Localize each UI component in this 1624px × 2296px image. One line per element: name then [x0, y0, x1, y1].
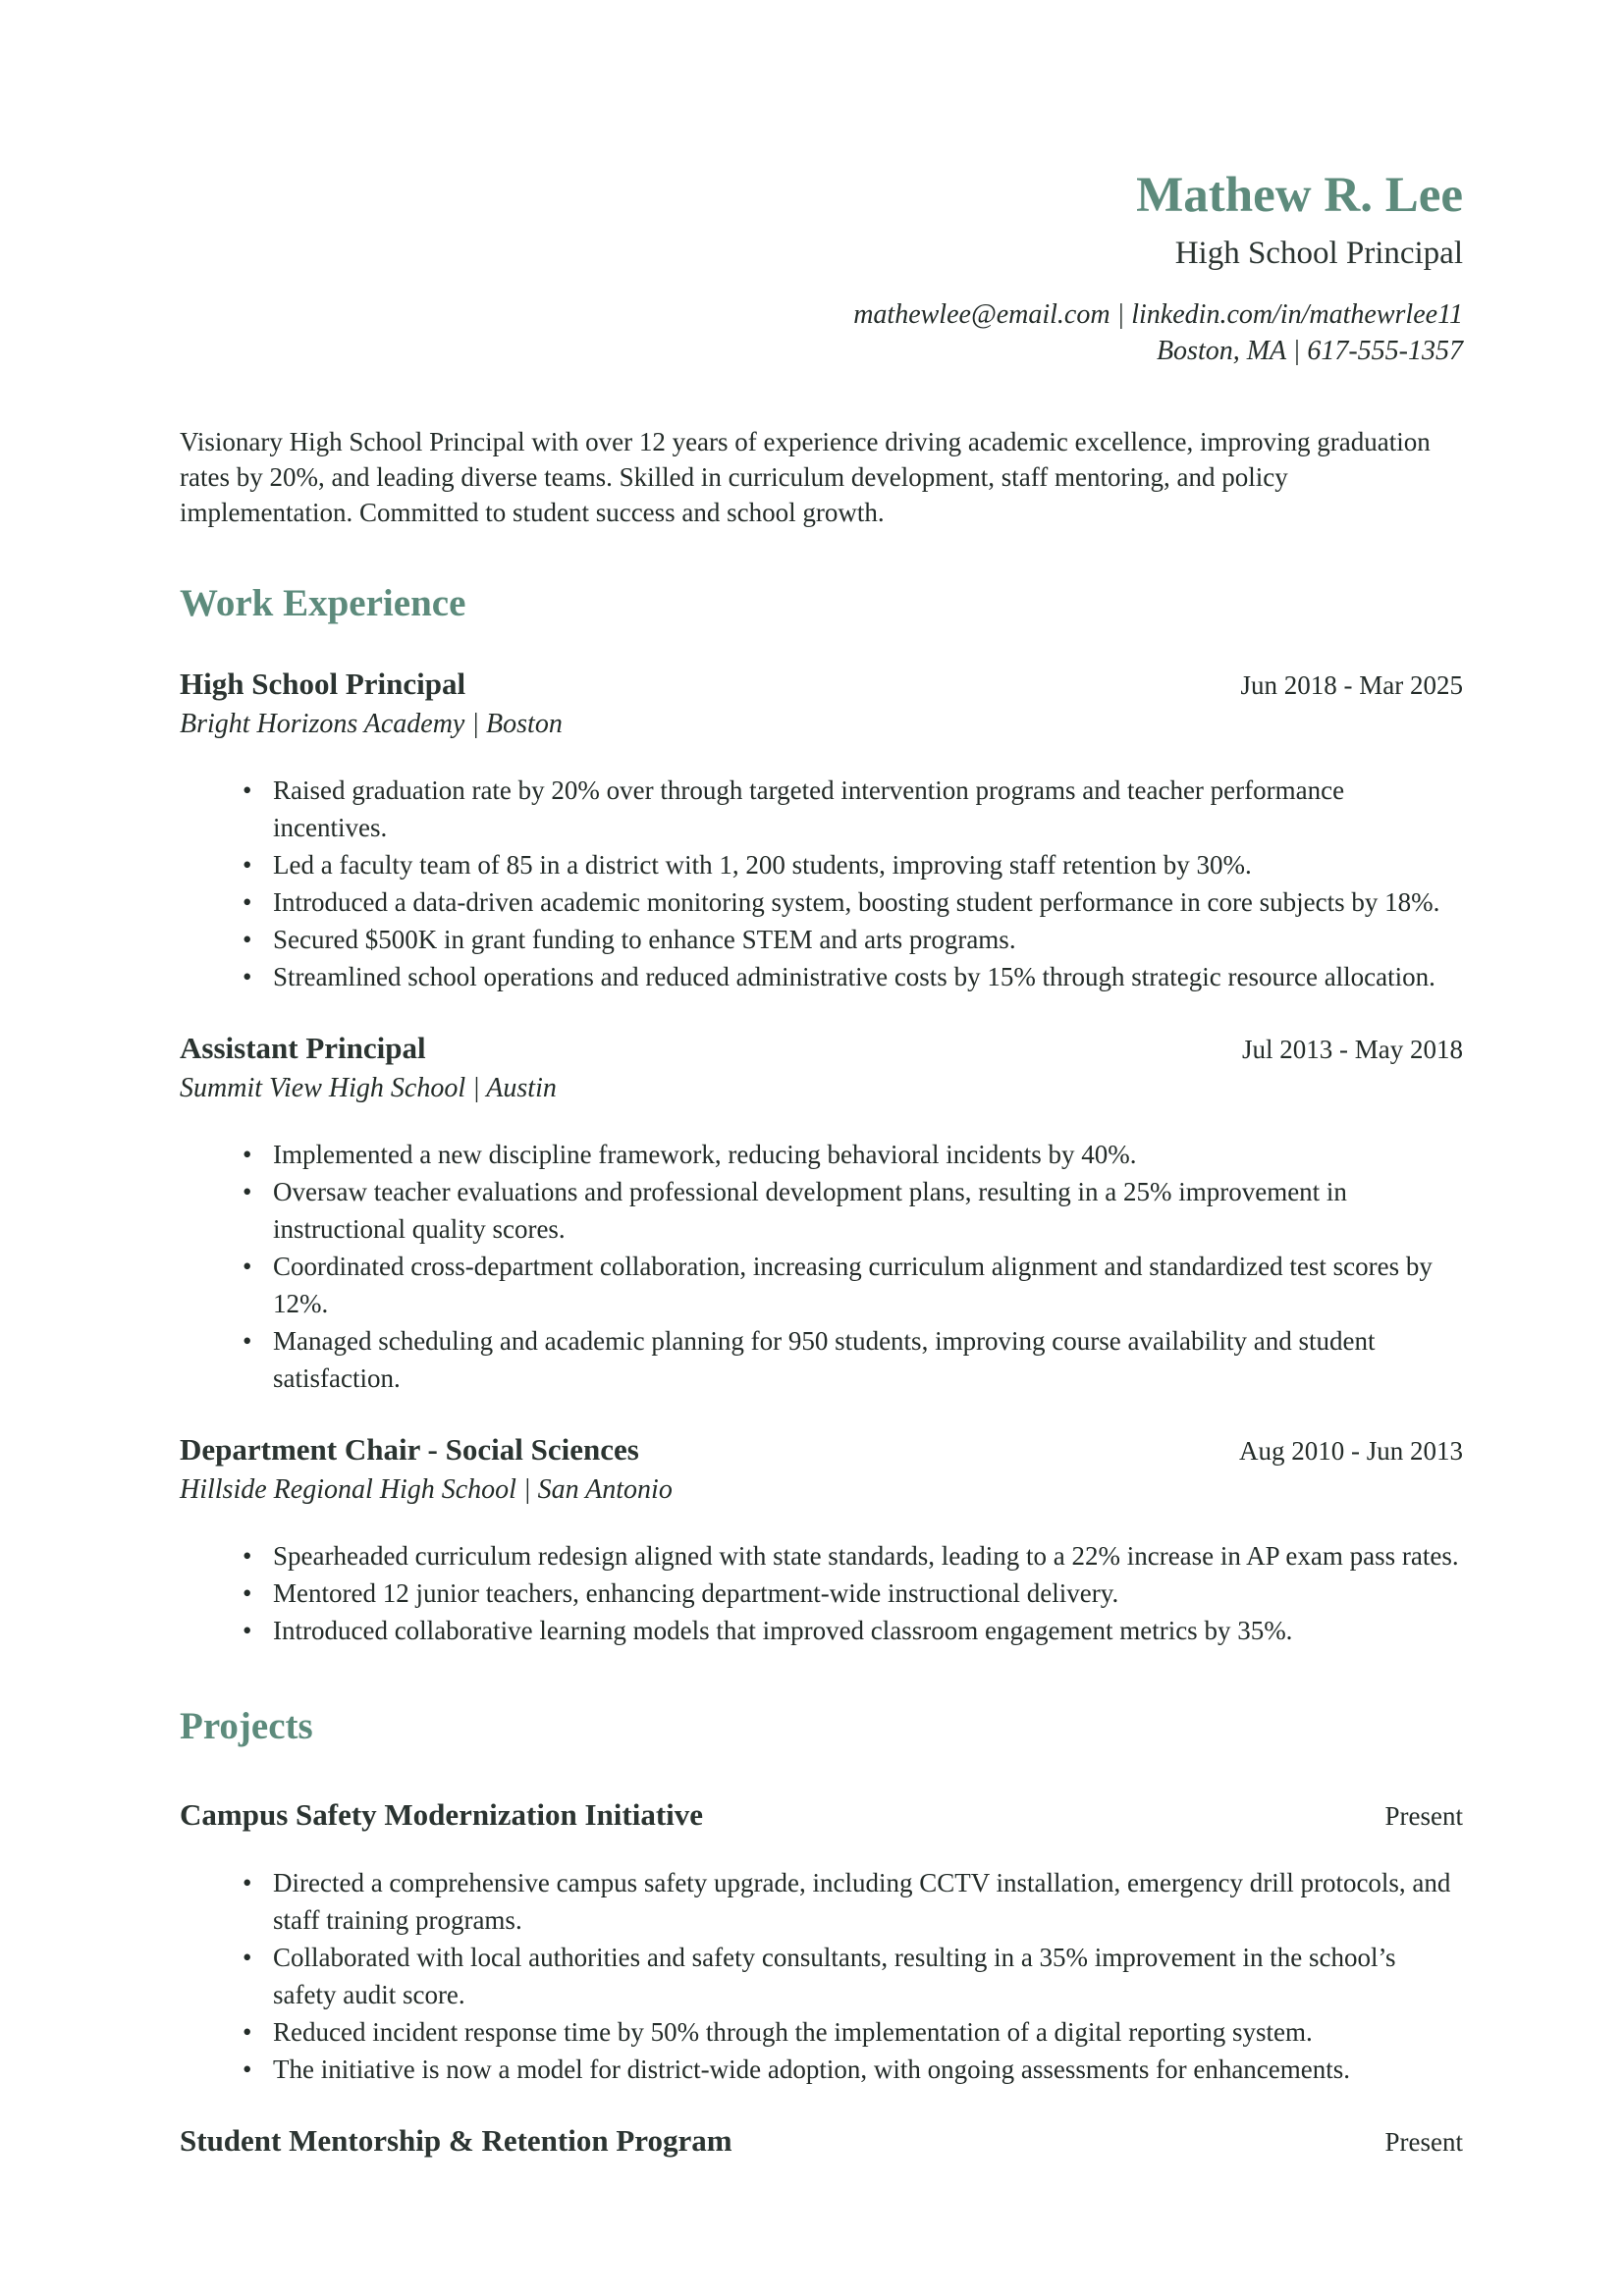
project-bullet: • Collaborated with local authorities and safety consultants, resulting in a 35% improvement in the school’s safety audit score.	[273, 1939, 1463, 2013]
job-organization: Hillside Regional High School | San Antonio	[180, 1474, 673, 1506]
job-bullet: • Oversaw teacher evaluations and professional development plans, resulting in a 25% improvement in instructional quality scores.	[273, 1173, 1463, 1248]
job-dates: Jun 2018 - Mar 2025	[1240, 670, 1463, 701]
person-title: High School Principal	[1174, 235, 1463, 271]
job-entry-assistant-principal	[180, 1029, 1463, 1397]
section-work-experience	[180, 581, 1463, 1649]
project-dates: Present	[1384, 1800, 1463, 1831]
project-entry-student-mentorship	[180, 2121, 1463, 2161]
job-bullet-list	[180, 1136, 1463, 1397]
job-title: Department Chair - Social Sciences	[180, 1432, 639, 1468]
job-bullet-list	[180, 772, 1463, 995]
job-entry-high-school-principal	[180, 665, 1463, 995]
job-dates: Jul 2013 - May 2018	[1242, 1035, 1463, 1065]
work-experience-heading: Work Experience	[180, 582, 466, 625]
job-bullet: • Streamlined school operations and reduced administrative costs by 15% through strategic resource allocation.	[273, 958, 1463, 995]
contact-email-linkedin: mathewlee@email.com | linkedin.com/in/mathewrlee11	[853, 299, 1463, 331]
section-projects	[180, 1704, 1463, 2161]
job-bullet: • Spearheaded curriculum redesign aligned with state standards, leading to a 22% increase in AP exam pass rates.	[273, 1537, 1463, 1575]
summary-paragraph: Visionary High School Principal with over 12 years of experience driving academic excellence, improving graduation rates by 20%, and leading diverse teams. Skilled in curriculum development, staff mentoring, and policy implementation. Committed to student success and school growth.	[180, 427, 1431, 528]
job-title-row	[180, 665, 1463, 704]
job-bullet: • Coordinated cross-department collaboration, increasing curriculum alignment and standardized test scores by 12%.	[273, 1248, 1463, 1322]
job-organization: Bright Horizons Academy | Boston	[180, 709, 563, 740]
job-bullet: • Implemented a new discipline framework, reducing behavioral incidents by 40%.	[273, 1136, 1463, 1173]
contact-info	[180, 296, 1463, 369]
job-bullet: • Raised graduation rate by 20% over through targeted intervention programs and teacher performance incentives.	[273, 772, 1463, 846]
resume-header	[180, 167, 1463, 369]
job-bullet: • Managed scheduling and academic planning for 950 students, improving course availability and student satisfaction.	[273, 1322, 1463, 1397]
contact-location-phone: Boston, MA | 617-555-1357	[1156, 336, 1463, 367]
job-bullet-list	[180, 1537, 1463, 1649]
project-bullet: • The initiative is now a model for district-wide adoption, with ongoing assessments for enhancements.	[273, 2051, 1463, 2088]
job-bullet: • Mentored 12 junior teachers, enhancing department-wide instructional delivery.	[273, 1575, 1463, 1612]
project-title: Student Mentorship & Retention Program	[180, 2122, 732, 2158]
job-title-row	[180, 1430, 1463, 1469]
job-entry-department-chair	[180, 1430, 1463, 1649]
project-title-row	[180, 1795, 1463, 1835]
job-bullet: • Introduced a data-driven academic monitoring system, boosting student performance in core subjects by 18%.	[273, 883, 1463, 921]
project-bullet: • Directed a comprehensive campus safety upgrade, including CCTV installation, emergency drill protocols, and staff training programs.	[273, 1864, 1463, 1939]
job-bullet: • Secured $500K in grant funding to enhance STEM and arts programs.	[273, 921, 1463, 958]
job-title: Assistant Principal	[180, 1031, 426, 1066]
project-dates: Present	[1384, 2126, 1463, 2157]
project-bullet: • Reduced incident response time by 50% through the implementation of a digital reporting system.	[273, 2013, 1463, 2051]
projects-heading: Projects	[180, 1705, 313, 1748]
project-title: Campus Safety Modernization Initiative	[180, 1796, 704, 1832]
person-name: Mathew R. Lee	[1136, 168, 1463, 223]
job-bullet: • Led a faculty team of 85 in a district with 1, 200 students, improving staff retention by 30%.	[273, 846, 1463, 883]
job-organization: Summit View High School | Austin	[180, 1073, 557, 1104]
project-bullet-list	[180, 1864, 1463, 2088]
job-title-row	[180, 1029, 1463, 1068]
job-dates: Aug 2010 - Jun 2013	[1239, 1436, 1463, 1467]
job-title: High School Principal	[180, 667, 466, 702]
project-entry-campus-safety	[180, 1795, 1463, 2088]
job-bullet: • Introduced collaborative learning models that improved classroom engagement metrics by 35%.	[273, 1612, 1463, 1649]
project-title-row	[180, 2121, 1463, 2161]
